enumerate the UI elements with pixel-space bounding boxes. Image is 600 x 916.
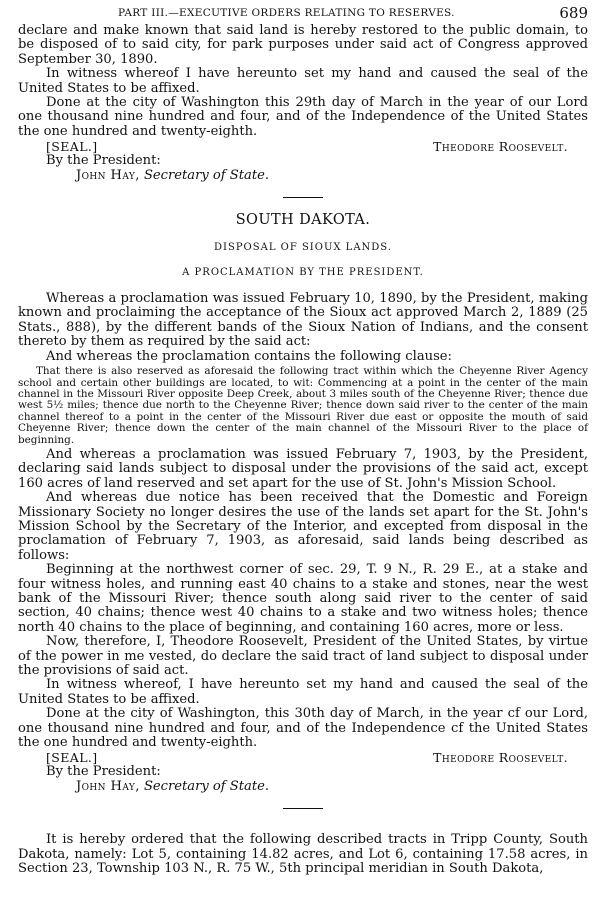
paragraph: Whereas a proclamation was issued February 10, 1890, by the President, making known and proclaiming the acceptance of the Sioux act approved March 2, 1889 (25 Stats., 888), by the different bands of the Sioux Nation of Indians, and the consent thereto by them as required by the said act: xyxy=(18,291,588,350)
quoted-clause-text: That there is also reserved as aforesaid the following tract within which the Cheyenne River Agency school and certain other buildings are located, to wit: Commencing at a point in the center of the main channel in the Missouri River opposite Deep Creek, about 3 miles south of the Cheyenne River; thence due west 5½ miles; thence due north to the Cheyenne River; thence down said river to the center of the main channel thereof to a point in the center of the Missouri River due east or opposite the mouth of said Cheyenne River; thence down the center of the main channel of the Missouri River to the place of beginning. xyxy=(18,365,588,446)
seal-label: [SEAL.] xyxy=(46,750,98,766)
countersignature xyxy=(18,169,588,183)
paragraph: In witness whereof, I have hereunto set my hand and caused the seal of the United States to be affixed. xyxy=(18,677,588,707)
signature-row xyxy=(18,139,588,154)
by-the-president: By the President: xyxy=(46,153,161,169)
paragraph: In witness whereof I have hereunto set my hand and caused the seal of the United States to be affixed. xyxy=(18,66,588,96)
paragraph: And whereas due notice has been received that the Domestic and Foreign Missionary Society no longer desires the use of the lands set apart for the St. John's Mission School by the Secretary of the Interior, and excepted from disposal in the proclamation of February 7, 1903, as aforesaid, said lands being described as follows: xyxy=(18,490,588,563)
state-heading: SOUTH DAKOTA. xyxy=(235,212,371,229)
proclamation-heading: A PROCLAMATION BY THE PRESIDENT. xyxy=(182,267,424,279)
paragraph: Beginning at the northwest corner of sec. 29, T. 9 N., R. 29 E., at a stake and four witness holes, and running east 40 chains to a stake and stones, near the west bank of the Missouri River; thence south along said river to the center of said section, 40 chains; thence west 40 chains to a stake and two witness holes; thence north 40 chains to the place of beginning, and containing 160 acres, more or less. xyxy=(18,562,588,635)
paragraph: declare and make known that said land is hereby restored to the public domain, to be disposed of to said city, for park purposes under said act of Congress approved September 30, 1890. xyxy=(18,23,588,67)
paragraph: Now, therefore, I, Theodore Roosevelt, President of the United States, by virtue of the power in me vested, do declare the said tract of land subject to disposal under the provisions of said act. xyxy=(18,634,588,679)
countersignature xyxy=(18,780,588,794)
signer-name: Theodore Roosevelt. xyxy=(433,139,568,155)
subject-heading: DISPOSAL OF SIOUX LANDS. xyxy=(214,242,392,254)
next-order-section xyxy=(18,833,588,876)
countersigner-name: John Hay, xyxy=(76,167,140,183)
countersigner-title: Secretary of State. xyxy=(143,778,270,794)
running-head xyxy=(18,4,588,24)
countersigner-name: John Hay, xyxy=(76,778,140,794)
paragraph: And whereas a proclamation was issued February 7, 1903, by the President, declaring said lands subject to disposal under the provisions of the said act, except 160 acres of land reserved and set apart for the use of St. John's Mission School. xyxy=(18,446,588,491)
running-head-title: PART III.—EXECUTIVE ORDERS RELATING TO RESERVES. xyxy=(118,7,455,19)
section-divider xyxy=(283,808,323,809)
by-the-president: By the President: xyxy=(46,764,161,780)
previous-order-section xyxy=(18,24,588,183)
document-page xyxy=(18,4,588,877)
paragraph: And whereas the proclamation contains the following clause: xyxy=(46,348,452,364)
quoted-clause xyxy=(18,366,588,446)
signature-row xyxy=(18,750,588,765)
proclamation-section xyxy=(18,292,588,794)
signer-name: Theodore Roosevelt. xyxy=(433,750,568,766)
countersigner-title: Secretary of State. xyxy=(143,167,270,183)
paragraph: It is hereby ordered that the following described tracts in Tripp County, South Dakota, namely: Lot 5, containing 14.82 acres, and Lot 6, containing 17.58 acres, in Section 23, Township 103 N., R. 75 W., 5th principal meridian in South Dakota, xyxy=(18,832,588,877)
seal-label: [SEAL.] xyxy=(46,139,98,155)
paragraph: Done at the city of Washington this 29th day of March in the year of our Lord one thousand nine hundred and four, and of the Independence of the United States the one hundred and twenty-eighth. xyxy=(18,95,588,139)
paragraph: Done at the city of Washington, this 30th day of March, in the year cf our Lord, one thousand nine hundred and four, and of the Independence cf the United States the one hundred and twenty-eighth. xyxy=(18,706,588,751)
section-divider xyxy=(283,197,323,198)
page-number: 689 xyxy=(559,4,588,22)
